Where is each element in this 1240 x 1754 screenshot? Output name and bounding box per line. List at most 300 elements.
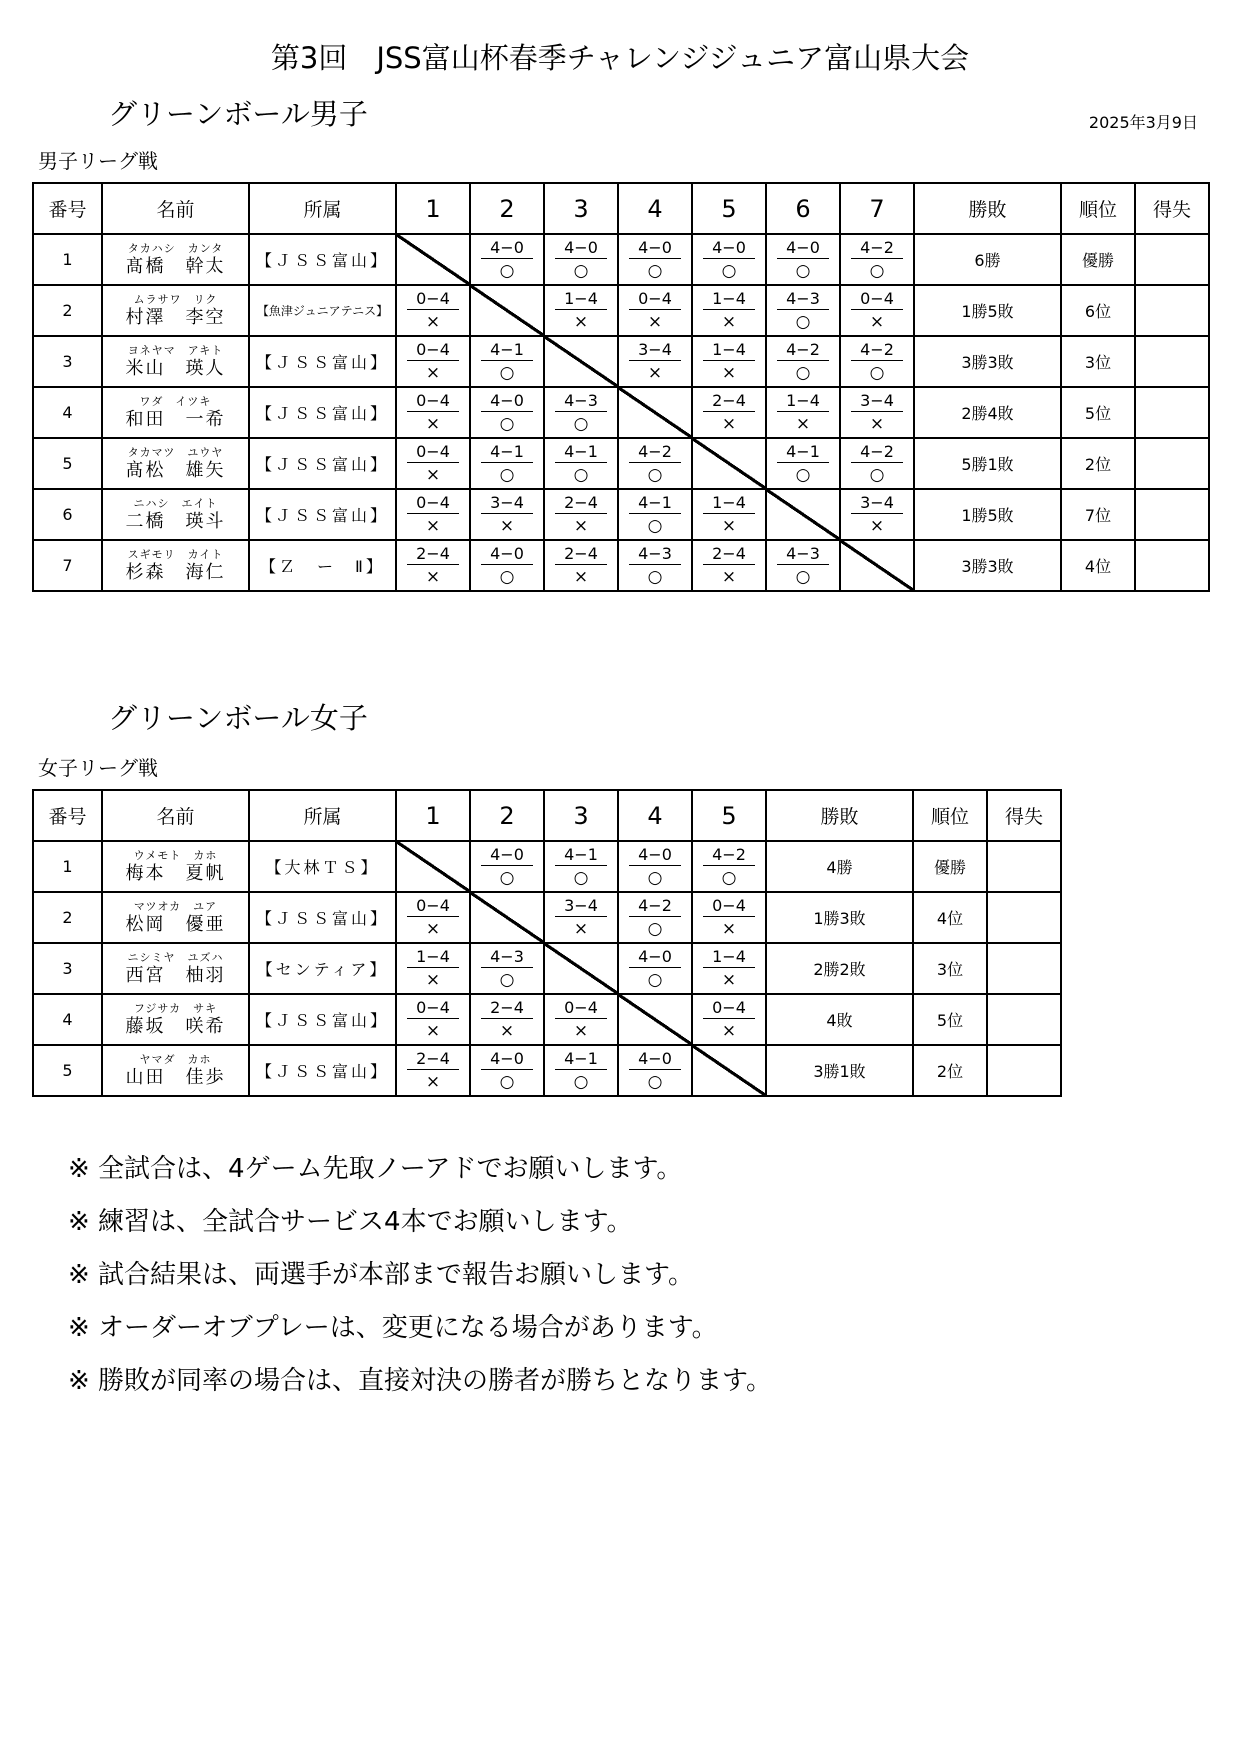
player-name-cell xyxy=(102,1045,249,1096)
match-mark: ○ xyxy=(795,260,811,281)
match-mark: ○ xyxy=(721,260,737,281)
match-result-cell xyxy=(618,489,692,540)
match-mark: × xyxy=(425,311,441,332)
player-name-cell xyxy=(102,892,249,943)
match-mark: ○ xyxy=(721,867,737,888)
match-result-cell xyxy=(766,234,840,285)
match-mark: × xyxy=(425,918,441,939)
match-result-cell xyxy=(470,540,544,591)
match-score: 4−2 xyxy=(629,441,681,463)
match-mark: ○ xyxy=(795,464,811,485)
player-name-cell xyxy=(102,234,249,285)
win-loss: 2勝2敗 xyxy=(766,943,913,994)
match-result-cell xyxy=(396,489,470,540)
match-score: 4−1 xyxy=(555,844,607,866)
match-result-cell xyxy=(692,285,766,336)
match-result-cell xyxy=(544,841,618,892)
player-affiliation: 【ＪＳＳ富山】 xyxy=(249,489,396,540)
player-kana: ワダ イツキ xyxy=(139,394,212,408)
self-match-cell xyxy=(692,1045,766,1096)
match-score: 4−0 xyxy=(555,237,607,259)
match-mark: ○ xyxy=(647,969,663,990)
match-mark: × xyxy=(425,969,441,990)
match-result-cell xyxy=(544,489,618,540)
match-mark: × xyxy=(425,1071,441,1092)
match-mark: × xyxy=(573,1020,589,1041)
match-mark: ○ xyxy=(499,566,515,587)
match-result-cell xyxy=(766,285,840,336)
match-result-cell xyxy=(618,943,692,994)
match-mark: × xyxy=(573,311,589,332)
match-score: 3−4 xyxy=(851,492,903,514)
rank: 3位 xyxy=(913,943,987,994)
match-mark: ○ xyxy=(647,464,663,485)
player-kana: ムラサワ リク xyxy=(133,292,218,306)
header-points: 得失 xyxy=(987,790,1061,841)
match-result-cell xyxy=(618,285,692,336)
table-row xyxy=(33,841,1061,892)
points-diff xyxy=(1135,438,1209,489)
match-mark: × xyxy=(647,362,663,383)
rank: 5位 xyxy=(1061,387,1135,438)
match-mark: × xyxy=(869,311,885,332)
match-result-cell xyxy=(840,438,914,489)
match-mark: ○ xyxy=(573,260,589,281)
match-mark: ○ xyxy=(795,362,811,383)
match-result-cell xyxy=(470,336,544,387)
match-score: 4−3 xyxy=(481,946,533,968)
girls-header-row xyxy=(33,790,1061,841)
match-mark: × xyxy=(499,1020,515,1041)
player-number: 4 xyxy=(33,387,102,438)
match-score: 4−1 xyxy=(777,441,829,463)
player-number: 6 xyxy=(33,489,102,540)
match-result-cell xyxy=(692,489,766,540)
match-result-cell xyxy=(840,489,914,540)
player-number: 2 xyxy=(33,892,102,943)
player-affiliation: 【大林ＴＳ】 xyxy=(249,841,396,892)
player-name: 杉森 海仁 xyxy=(125,561,226,583)
note-item: ※ 勝敗が同率の場合は、直接対決の勝者が勝ちとなります。 xyxy=(68,1366,772,1396)
player-name: 西宮 柚羽 xyxy=(125,964,226,986)
note-item: ※ 練習は、全試合サービス4本でお願いします。 xyxy=(68,1207,633,1237)
match-score: 2−4 xyxy=(407,1048,459,1070)
match-mark: × xyxy=(869,413,885,434)
match-result-cell xyxy=(692,540,766,591)
note-item: ※ オーダーオブプレーは、変更になる場合があります。 xyxy=(68,1313,718,1343)
player-name: 山田 佳歩 xyxy=(125,1066,226,1088)
match-score: 4−0 xyxy=(481,1048,533,1070)
points-diff xyxy=(1135,285,1209,336)
match-score: 4−1 xyxy=(555,441,607,463)
match-score: 1−4 xyxy=(703,339,755,361)
match-score: 0−4 xyxy=(851,288,903,310)
match-score: 4−2 xyxy=(629,895,681,917)
header-number: 番号 xyxy=(33,183,102,234)
boys-league-table xyxy=(32,182,1210,592)
note-item: ※ 全試合は、4ゲーム先取ノーアドでお願いします。 xyxy=(68,1154,683,1184)
match-mark: × xyxy=(721,311,737,332)
player-affiliation: 【魚津ジュニアテニス】 xyxy=(249,285,396,336)
match-result-cell xyxy=(840,234,914,285)
match-mark: ○ xyxy=(499,413,515,434)
player-affiliation: 【ＪＳＳ富山】 xyxy=(249,1045,396,1096)
match-result-cell xyxy=(766,387,840,438)
points-diff xyxy=(1135,234,1209,285)
match-result-cell xyxy=(470,387,544,438)
win-loss: 4勝 xyxy=(766,841,913,892)
match-score: 4−0 xyxy=(481,844,533,866)
match-result-cell xyxy=(692,943,766,994)
match-mark: × xyxy=(647,311,663,332)
match-result-cell xyxy=(396,336,470,387)
match-result-cell xyxy=(618,336,692,387)
player-name-cell xyxy=(102,994,249,1045)
match-result-cell xyxy=(544,234,618,285)
match-mark: ○ xyxy=(647,867,663,888)
match-score: 3−4 xyxy=(481,492,533,514)
points-diff xyxy=(987,1045,1061,1096)
match-result-cell xyxy=(618,438,692,489)
match-mark: × xyxy=(425,566,441,587)
match-score: 1−4 xyxy=(703,492,755,514)
header-opponent-2: 2 xyxy=(470,790,544,841)
player-name-cell xyxy=(102,841,249,892)
match-mark: × xyxy=(425,413,441,434)
player-number: 2 xyxy=(33,285,102,336)
match-score: 4−0 xyxy=(629,237,681,259)
match-mark: × xyxy=(795,413,811,434)
header-win-loss: 勝敗 xyxy=(914,183,1061,234)
match-mark: × xyxy=(425,362,441,383)
header-opponent-1: 1 xyxy=(396,790,470,841)
match-result-cell xyxy=(618,540,692,591)
points-diff xyxy=(1135,489,1209,540)
match-mark: ○ xyxy=(647,566,663,587)
player-kana: ニハシ エイト xyxy=(133,496,218,510)
match-mark: × xyxy=(573,515,589,536)
match-mark: × xyxy=(425,1020,441,1041)
points-diff xyxy=(987,841,1061,892)
match-score: 0−4 xyxy=(407,288,459,310)
points-diff xyxy=(1135,387,1209,438)
header-affiliation: 所属 xyxy=(249,790,396,841)
match-result-cell xyxy=(470,943,544,994)
header-opponent-5: 5 xyxy=(692,790,766,841)
header-win-loss: 勝敗 xyxy=(766,790,913,841)
match-score: 4−2 xyxy=(851,237,903,259)
win-loss: 2勝4敗 xyxy=(914,387,1061,438)
match-score: 4−0 xyxy=(629,1048,681,1070)
self-match-cell xyxy=(692,438,766,489)
match-mark: ○ xyxy=(795,566,811,587)
match-mark: ○ xyxy=(869,362,885,383)
match-score: 4−0 xyxy=(703,237,755,259)
match-result-cell xyxy=(544,1045,618,1096)
boys-header-row xyxy=(33,183,1209,234)
match-result-cell xyxy=(544,892,618,943)
player-affiliation: 【Ｚ ー Ⅱ】 xyxy=(249,540,396,591)
match-result-cell xyxy=(544,540,618,591)
match-result-cell xyxy=(692,234,766,285)
match-score: 4−0 xyxy=(629,844,681,866)
match-result-cell xyxy=(396,1045,470,1096)
rank: 2位 xyxy=(1061,438,1135,489)
match-mark: × xyxy=(721,515,737,536)
points-diff xyxy=(1135,540,1209,591)
match-mark: × xyxy=(869,515,885,536)
player-number: 5 xyxy=(33,1045,102,1096)
table-row xyxy=(33,489,1209,540)
match-score: 4−0 xyxy=(481,390,533,412)
match-score: 4−0 xyxy=(481,543,533,565)
win-loss: 1勝3敗 xyxy=(766,892,913,943)
header-points: 得失 xyxy=(1135,183,1209,234)
rank: 2位 xyxy=(913,1045,987,1096)
header-number: 番号 xyxy=(33,790,102,841)
match-mark: × xyxy=(499,515,515,536)
self-match-cell xyxy=(396,234,470,285)
player-name: 松岡 優亜 xyxy=(125,913,226,935)
player-kana: スギモリ カイト xyxy=(127,547,224,561)
match-mark: ○ xyxy=(647,260,663,281)
match-score: 2−4 xyxy=(703,390,755,412)
match-result-cell xyxy=(396,387,470,438)
self-match-cell xyxy=(618,387,692,438)
player-affiliation: 【ＪＳＳ富山】 xyxy=(249,892,396,943)
match-mark: × xyxy=(721,969,737,990)
header-opponent-4: 4 xyxy=(618,183,692,234)
player-name-cell xyxy=(102,336,249,387)
header-opponent-5: 5 xyxy=(692,183,766,234)
match-result-cell xyxy=(396,285,470,336)
match-result-cell xyxy=(396,892,470,943)
self-match-cell xyxy=(766,489,840,540)
player-kana: タカハシ カンタ xyxy=(127,241,224,255)
match-result-cell xyxy=(618,841,692,892)
match-score: 1−4 xyxy=(703,946,755,968)
girls-league-table xyxy=(32,789,1062,1097)
notes-list xyxy=(68,1143,772,1408)
match-result-cell xyxy=(396,540,470,591)
header-opponent-1: 1 xyxy=(396,183,470,234)
match-score: 1−4 xyxy=(555,288,607,310)
header-opponent-3: 3 xyxy=(544,183,618,234)
match-result-cell xyxy=(470,994,544,1045)
match-result-cell xyxy=(766,336,840,387)
girls-league-label: 女子リーグ戦 xyxy=(38,756,158,780)
boys-section-title: グリーンボール男子 xyxy=(108,97,368,131)
event-date: 2025年3月9日 xyxy=(1088,113,1198,132)
match-mark: ○ xyxy=(573,464,589,485)
page-title: 第3回 JSS富山杯春季チャレンジジュニア富山県大会 xyxy=(270,41,970,75)
match-score: 2−4 xyxy=(555,492,607,514)
player-kana: ニシミヤ ユズハ xyxy=(127,950,224,964)
header-opponent-2: 2 xyxy=(470,183,544,234)
match-score: 2−4 xyxy=(703,543,755,565)
header-rank: 順位 xyxy=(1061,183,1135,234)
match-score: 1−4 xyxy=(407,946,459,968)
player-number: 1 xyxy=(33,841,102,892)
header-opponent-3: 3 xyxy=(544,790,618,841)
player-number: 1 xyxy=(33,234,102,285)
match-result-cell xyxy=(470,1045,544,1096)
match-result-cell xyxy=(470,438,544,489)
player-affiliation: 【ＪＳＳ富山】 xyxy=(249,336,396,387)
match-mark: ○ xyxy=(499,867,515,888)
match-score: 4−1 xyxy=(629,492,681,514)
header-opponent-4: 4 xyxy=(618,790,692,841)
win-loss: 1勝5敗 xyxy=(914,489,1061,540)
win-loss: 3勝3敗 xyxy=(914,336,1061,387)
rank: 3位 xyxy=(1061,336,1135,387)
match-result-cell xyxy=(766,540,840,591)
player-name: 藤坂 咲希 xyxy=(125,1015,226,1037)
rank: 優勝 xyxy=(1061,234,1135,285)
match-result-cell xyxy=(396,438,470,489)
header-opponent-6: 6 xyxy=(766,183,840,234)
match-score: 0−4 xyxy=(629,288,681,310)
table-row xyxy=(33,285,1209,336)
player-name: 村澤 李空 xyxy=(125,306,226,328)
match-score: 0−4 xyxy=(555,997,607,1019)
match-result-cell xyxy=(618,892,692,943)
self-match-cell xyxy=(618,994,692,1045)
match-score: 4−1 xyxy=(481,441,533,463)
match-score: 3−4 xyxy=(851,390,903,412)
match-score: 4−2 xyxy=(777,339,829,361)
boys-league-label: 男子リーグ戦 xyxy=(38,149,158,173)
self-match-cell xyxy=(544,943,618,994)
match-score: 4−3 xyxy=(777,543,829,565)
match-mark: ○ xyxy=(499,260,515,281)
table-row xyxy=(33,994,1061,1045)
match-score: 0−4 xyxy=(407,997,459,1019)
player-kana: ヨネヤマ アキト xyxy=(127,343,224,357)
match-score: 3−4 xyxy=(629,339,681,361)
header-rank: 順位 xyxy=(913,790,987,841)
match-result-cell xyxy=(544,438,618,489)
match-mark: ○ xyxy=(499,1071,515,1092)
table-row xyxy=(33,540,1209,591)
player-name: 髙松 雄矢 xyxy=(125,459,226,481)
player-number: 3 xyxy=(33,336,102,387)
table-row xyxy=(33,387,1209,438)
self-match-cell xyxy=(470,892,544,943)
player-name: 髙橋 幹太 xyxy=(125,255,226,277)
match-result-cell xyxy=(692,892,766,943)
match-score: 0−4 xyxy=(407,492,459,514)
match-mark: × xyxy=(573,918,589,939)
match-result-cell xyxy=(396,994,470,1045)
match-score: 2−4 xyxy=(407,543,459,565)
match-score: 4−0 xyxy=(629,946,681,968)
match-score: 1−4 xyxy=(703,288,755,310)
points-diff xyxy=(987,892,1061,943)
match-mark: ○ xyxy=(647,918,663,939)
match-mark: ○ xyxy=(499,464,515,485)
player-name-cell xyxy=(102,438,249,489)
match-mark: ○ xyxy=(647,515,663,536)
player-name: 二橋 瑛斗 xyxy=(125,510,226,532)
match-score: 2−4 xyxy=(481,997,533,1019)
note-item: ※ 試合結果は、両選手が本部まで報告お願いします。 xyxy=(68,1260,694,1290)
win-loss: 3勝3敗 xyxy=(914,540,1061,591)
match-mark: ○ xyxy=(795,311,811,332)
match-score: 4−0 xyxy=(777,237,829,259)
match-result-cell xyxy=(840,285,914,336)
header-name: 名前 xyxy=(102,183,249,234)
match-result-cell xyxy=(618,234,692,285)
match-mark: × xyxy=(721,918,737,939)
rank: 優勝 xyxy=(913,841,987,892)
match-mark: ○ xyxy=(499,969,515,990)
match-score: 3−4 xyxy=(555,895,607,917)
player-name: 和田 一希 xyxy=(125,408,226,430)
player-name-cell xyxy=(102,943,249,994)
match-score: 4−2 xyxy=(851,339,903,361)
match-score: 4−1 xyxy=(481,339,533,361)
player-name-cell xyxy=(102,387,249,438)
match-score: 4−1 xyxy=(555,1048,607,1070)
table-row xyxy=(33,336,1209,387)
match-result-cell xyxy=(840,336,914,387)
match-result-cell xyxy=(692,994,766,1045)
match-score: 2−4 xyxy=(555,543,607,565)
match-mark: ○ xyxy=(573,413,589,434)
match-result-cell xyxy=(840,387,914,438)
match-score: 0−4 xyxy=(407,339,459,361)
player-affiliation: 【ＪＳＳ富山】 xyxy=(249,387,396,438)
self-match-cell xyxy=(396,841,470,892)
match-mark: × xyxy=(721,362,737,383)
player-number: 4 xyxy=(33,994,102,1045)
player-kana: タカマツ ユウヤ xyxy=(127,445,224,459)
match-mark: ○ xyxy=(869,260,885,281)
self-match-cell xyxy=(840,540,914,591)
match-result-cell xyxy=(470,489,544,540)
match-result-cell xyxy=(544,387,618,438)
table-row xyxy=(33,892,1061,943)
player-name-cell xyxy=(102,540,249,591)
match-mark: ○ xyxy=(573,1071,589,1092)
match-mark: ○ xyxy=(573,867,589,888)
girls-section-title: グリーンボール女子 xyxy=(108,701,368,735)
player-name: 梅本 夏帆 xyxy=(125,862,226,884)
match-mark: × xyxy=(721,566,737,587)
match-mark: × xyxy=(573,566,589,587)
points-diff xyxy=(987,943,1061,994)
header-name: 名前 xyxy=(102,790,249,841)
match-score: 4−2 xyxy=(703,844,755,866)
player-affiliation: 【ＪＳＳ富山】 xyxy=(249,994,396,1045)
match-result-cell xyxy=(692,336,766,387)
match-score: 1−4 xyxy=(777,390,829,412)
self-match-cell xyxy=(544,336,618,387)
match-result-cell xyxy=(618,1045,692,1096)
header-opponent-7: 7 xyxy=(840,183,914,234)
table-row xyxy=(33,943,1061,994)
player-affiliation: 【ＪＳＳ富山】 xyxy=(249,234,396,285)
match-score: 4−3 xyxy=(777,288,829,310)
points-diff xyxy=(987,994,1061,1045)
player-name: 米山 瑛人 xyxy=(125,357,226,379)
rank: 6位 xyxy=(1061,285,1135,336)
match-mark: ○ xyxy=(869,464,885,485)
win-loss: 3勝1敗 xyxy=(766,1045,913,1096)
match-result-cell xyxy=(544,285,618,336)
player-kana: ウメモト カホ xyxy=(133,848,218,862)
